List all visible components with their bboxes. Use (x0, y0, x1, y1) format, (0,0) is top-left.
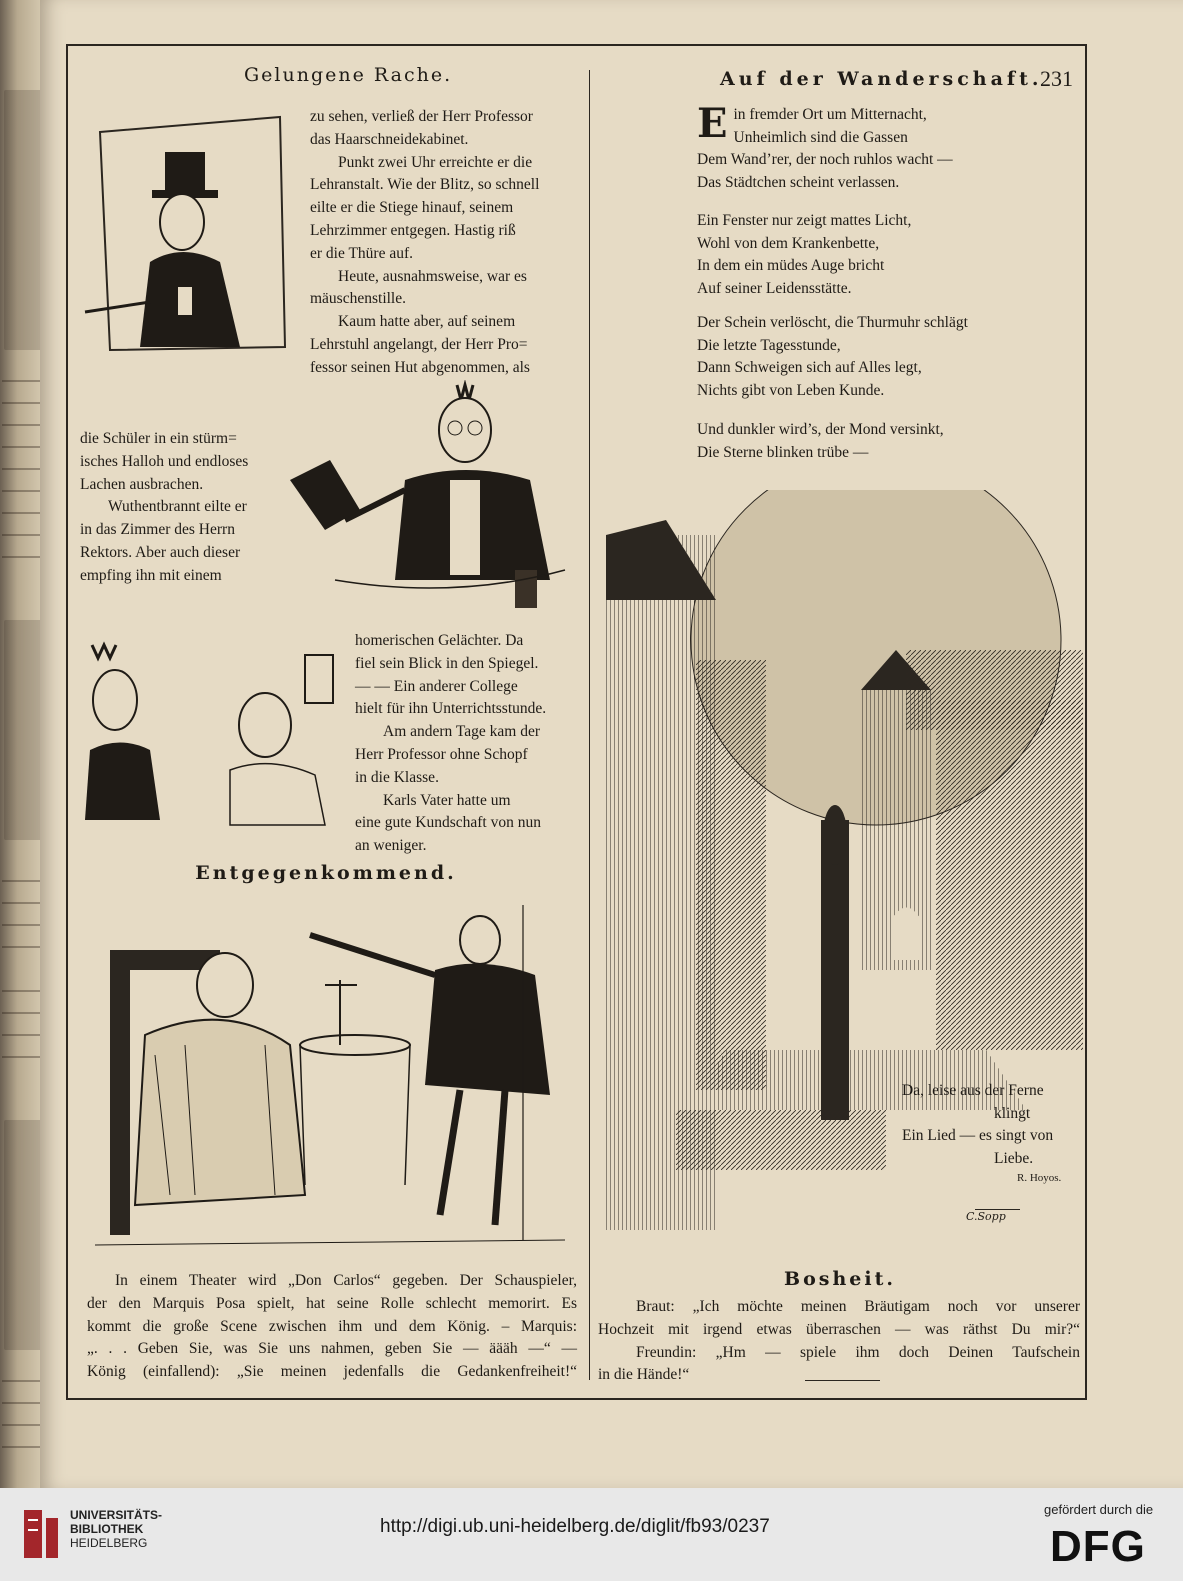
poem-line: Dann Schweigen sich auf Alles legt, (697, 359, 922, 376)
poem-line: Da, leise aus der Ferne (902, 1082, 1044, 1099)
bosheit-line: in die Hände!“ (598, 1366, 690, 1384)
rache-line: Heute, ausnahmsweise, war es (338, 267, 527, 285)
bosheit-title: Bosheit. (784, 1268, 896, 1290)
illustration-signature: C.Sopp (966, 1210, 1006, 1223)
poem-stanza-3 (697, 312, 968, 402)
rache-line: Lehrstuhl angelangt, der Herr Pro= (310, 335, 528, 353)
rache-line: Herr Professor ohne Schopf (355, 745, 528, 763)
poem-line: Der Schein verlöscht, die Thurmuhr schlägt (697, 314, 968, 331)
rache-line: Lehranstalt. Wie der Blitz, so schnell (310, 176, 540, 194)
rache-line: das Haarschneidekabinet. (310, 130, 469, 148)
entgegen-title: Entgegenkommend. (195, 862, 457, 884)
poem-line: Wohl von dem Krankenbette, (697, 234, 880, 252)
footer-bar (0, 1488, 1183, 1581)
poem-line: Das Städtchen scheint verlassen. (697, 173, 900, 191)
section-rule (975, 1209, 1020, 1210)
section-rule (805, 1380, 880, 1381)
rache-line: eine gute Kundschaft von nun (355, 814, 541, 832)
poem-stanza-5 (902, 1080, 1072, 1184)
rache-line: Karls Vater hatte um (383, 791, 511, 809)
poem-stanza-1 (697, 100, 1067, 194)
rache-line: er die Thüre auf. (310, 244, 413, 262)
poem-stanza-2 (697, 210, 911, 300)
poem-line: Unheimlich sind die Gassen (733, 128, 908, 146)
illustration-don-carlos-scene (95, 895, 565, 1260)
rache-line: eilte er die Stiege hinauf, seinem (310, 199, 514, 217)
rache-line: empfing ihn mit einem (80, 566, 222, 584)
poem-stanza-4 (697, 419, 944, 464)
library-name-line: HEIDELBERG (70, 1536, 148, 1550)
header-left: Gelungene Rache. (244, 64, 453, 86)
rache-line: isches Halloh und endloses (80, 452, 249, 470)
rache-line: hielt für ihn Unterrichtsstunde. (355, 700, 547, 718)
poem-line: Liebe. (994, 1149, 1034, 1167)
rache-line: mäuschenstille. (310, 290, 406, 308)
illustration-professor-bowing (285, 380, 575, 615)
entgegen-line: In einem Theater wird „Don Carlos“ gegeben. Der Schauspieler, (115, 1272, 577, 1289)
rache-line: Kaum hatte aber, auf seinem (338, 313, 516, 331)
poem-line: Ein Lied — es singt von (902, 1127, 1054, 1144)
rache-line: Lehrzimmer entgegen. Hastig riß (310, 221, 516, 239)
illustration-two-heads (80, 640, 345, 840)
entgegen-line: kommt die große Scene zwischen ihm und dem König. – Marquis: (87, 1317, 577, 1335)
library-name-line: BIBLIOTHEK (70, 1522, 144, 1536)
rache-line: an weniger. (355, 837, 427, 855)
rache-line: fessor seinen Hut abgenommen, als (310, 358, 530, 376)
rache-line: homerischen Gelächter. Da (355, 632, 524, 649)
rache-line: Punkt zwei Uhr erreichte er die (338, 153, 533, 171)
dropcap-letter: E (697, 100, 728, 147)
library-logo-icon (20, 1506, 62, 1562)
poem-line: Auf seiner Leidensstätte. (697, 279, 852, 297)
poem-line: klingt (994, 1104, 1031, 1122)
column-divider (589, 70, 590, 1380)
entgegen-line: der den Marquis Posa spielt, hat seine Rolle schlecht memorirt. Es (87, 1294, 577, 1312)
poem-line: Nichts gibt von Leben Kunde. (697, 381, 885, 399)
rache-line: Rektors. Aber auch dieser (80, 543, 241, 561)
rache-line: Am andern Tage kam der (383, 723, 541, 741)
page-number: 231 (1040, 66, 1073, 91)
poem-line: In dem ein müdes Auge bricht (697, 257, 885, 274)
rache-line: Wuthentbrannt eilte er (108, 498, 247, 516)
bosheit-line: Braut: „Ich möchte meinen Bräutigam noch vor unserer (636, 1298, 1080, 1315)
funded-by-label: gefördert durch die (1044, 1502, 1154, 1517)
library-name (70, 1508, 162, 1550)
illustration-professor-tophat (70, 112, 300, 352)
poem-line: Die Sterne blinken trübe — (697, 443, 869, 461)
poem-line: Ein Fenster nur zeigt mattes Licht, (697, 212, 912, 229)
permalink-url[interactable]: http://digi.ub.uni-heidelberg.de/diglit/fb93/0237 (380, 1516, 770, 1537)
header-right: Auf der Wanderschaft. (720, 68, 1043, 90)
rache-line: zu sehen, verließ der Herr Professor (310, 108, 533, 125)
poem-line: Die letzte Tagesstunde, (697, 336, 841, 354)
rache-line: fiel sein Blick in den Spiegel. (355, 654, 539, 672)
bosheit-line: Freundin: „Hm — spiele ihm doch Deinen Taufschein (636, 1343, 1080, 1361)
bosheit-line: Hochzeit mit irgend etwas überraschen — was räthst Du mir?“ (598, 1320, 1080, 1338)
rache-line: Lachen ausbrachen. (80, 475, 204, 493)
poem-line: in fremder Ort um Mitternacht, (733, 106, 927, 123)
poem-line: Und dunkler wird’s, der Mond versinkt, (697, 421, 944, 438)
library-name-line: UNIVERSITÄTS- (70, 1508, 163, 1522)
entgegen-line: König (einfallend): „Sie meinen jedenfalls die Gedankenfreiheit!“ (87, 1363, 577, 1381)
entgegen-line: „. . . Geben Sie, was Sie uns nahmen, geben Sie — äääh —“ — (87, 1340, 577, 1358)
poem-line: Dem Wand’rer, der noch ruhlos wacht — (697, 151, 953, 168)
rache-line: in die Klasse. (355, 768, 439, 786)
rache-line: die Schüler in ein stürm= (80, 430, 237, 447)
poem-author: R. Hoyos. (1017, 1172, 1062, 1184)
dfg-logo: DFG (1050, 1522, 1146, 1571)
rache-line: in das Zimmer des Herrn (80, 521, 235, 539)
rache-line: — — Ein anderer College (355, 677, 518, 695)
